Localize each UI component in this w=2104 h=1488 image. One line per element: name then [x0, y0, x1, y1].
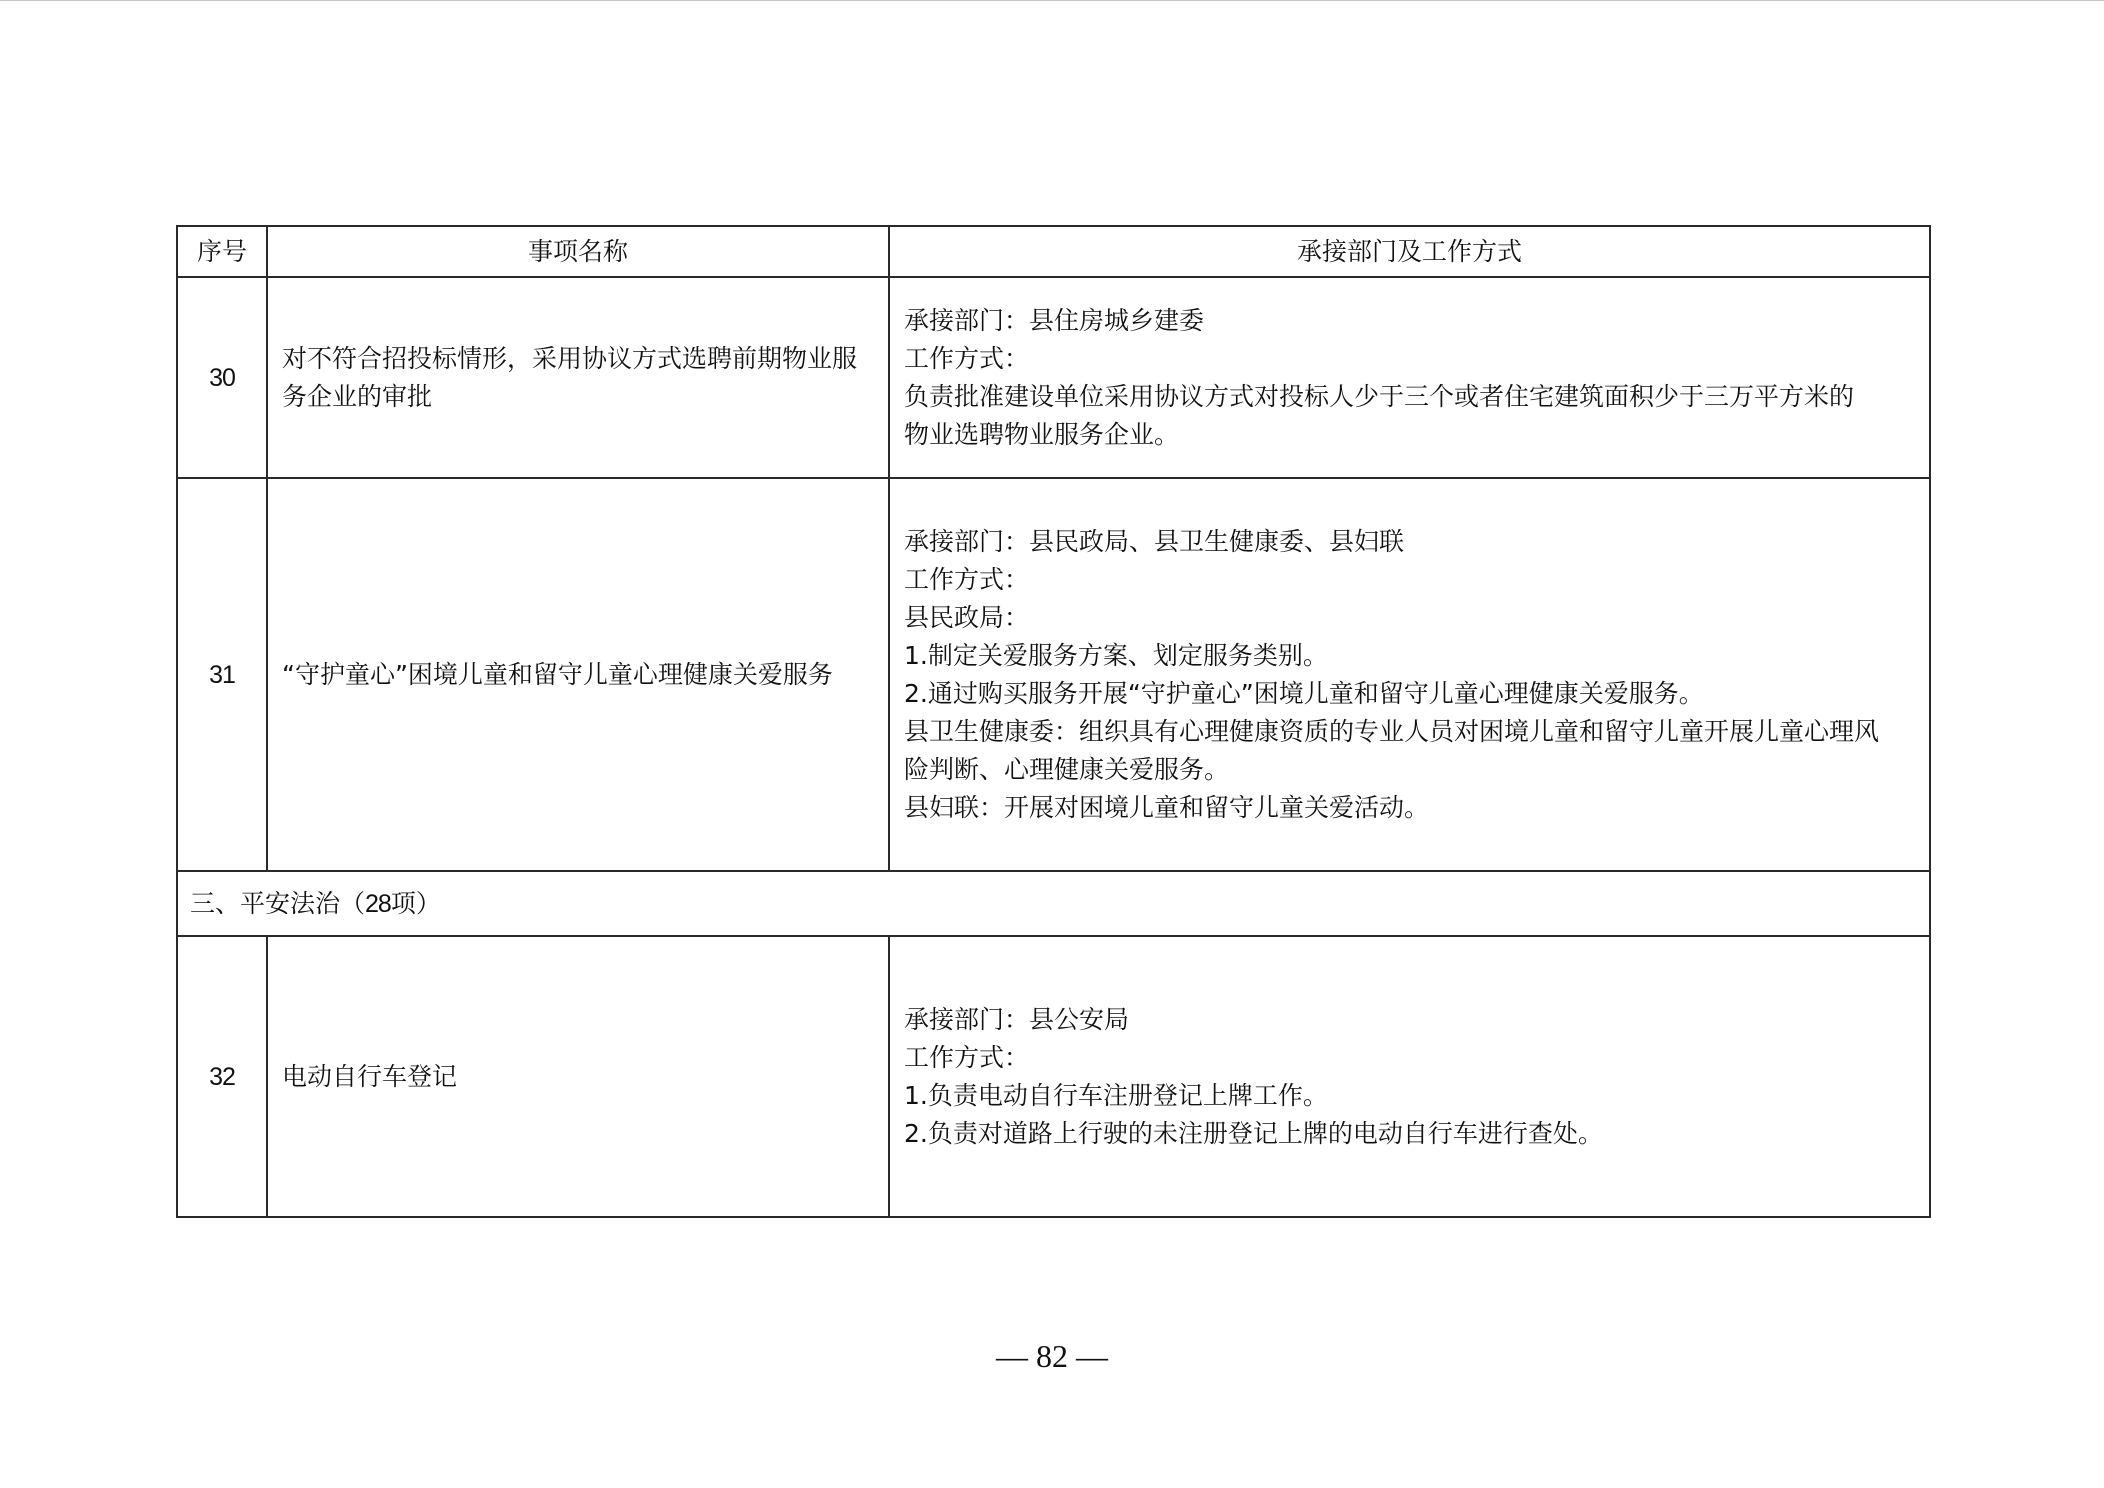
table-row	[177, 936, 1930, 1217]
top-rule	[0, 0, 2104, 1]
item-name-cell	[267, 936, 889, 1217]
page-number: — 82 —	[996, 1338, 1108, 1374]
section-row	[177, 871, 1930, 936]
row-number: 30	[177, 277, 267, 478]
table-header-row	[177, 226, 1930, 277]
table-row	[177, 277, 1930, 478]
dept-line: 县民政局：	[904, 602, 1030, 632]
dept-line: 县卫生健康委：组织具有心理健康资质的专业人员对困境儿童和留守儿童开展儿童心理风	[904, 716, 1880, 746]
section-heading	[177, 871, 1930, 936]
section-suffix: 项）	[390, 888, 441, 918]
dept-line: 负责批准建设单位采用协议方式对投标人少于三个或者住宅建筑面积少于三万平方米的	[904, 381, 1855, 411]
dept-line: 承接部门：县公安局	[904, 1004, 1130, 1034]
header-item-name: 事项名称	[267, 226, 889, 277]
row-number: 32	[177, 936, 267, 1217]
dept-line: 物业选聘物业服务企业。	[904, 419, 1180, 449]
dept-line: 县妇联：开展对困境儿童和留守儿童关爱活动。	[904, 792, 1430, 822]
department-method-cell	[889, 277, 1930, 478]
header-department-method: 承接部门及工作方式	[889, 226, 1930, 277]
dept-line: 工作方式：	[904, 564, 1030, 594]
dept-line: 2.负责对道路上行驶的未注册登记上牌的电动自行车进行查处。	[904, 1118, 1603, 1148]
item-name-cell	[267, 478, 889, 871]
item-name-line: 务企业的审批	[282, 381, 433, 411]
dept-line: 承接部门：县住房城乡建委	[904, 305, 1205, 335]
item-name-line: 对不符合招投标情形，采用协议方式选聘前期物业服	[282, 343, 858, 373]
department-method-cell	[889, 936, 1930, 1217]
row-number: 31	[177, 478, 267, 871]
item-name-line: “守护童心”困境儿童和留守儿童心理健康关爱服务	[282, 659, 833, 689]
dept-line: 险判断、心理健康关爱服务。	[904, 754, 1230, 784]
dept-line: 工作方式：	[904, 1042, 1030, 1072]
dept-line: 1.负责电动自行车注册登记上牌工作。	[904, 1080, 1328, 1110]
item-name-line: 电动自行车登记	[282, 1061, 458, 1091]
section-count: 28	[365, 889, 391, 918]
section-prefix: 三、平安法治（	[190, 888, 366, 918]
dept-line: 承接部门：县民政局、县卫生健康委、县妇联	[904, 526, 1405, 556]
header-no: 序号	[177, 226, 267, 277]
table-row	[177, 478, 1930, 871]
item-name-cell	[267, 277, 889, 478]
dept-line: 1.制定关爱服务方案、划定服务类别。	[904, 640, 1328, 670]
dept-line: 2.通过购买服务开展“守护童心”困境儿童和留守儿童心理健康关爱服务。	[904, 678, 1704, 708]
department-method-cell	[889, 478, 1930, 871]
items-table	[176, 225, 1931, 1218]
dept-line: 工作方式：	[904, 343, 1030, 373]
